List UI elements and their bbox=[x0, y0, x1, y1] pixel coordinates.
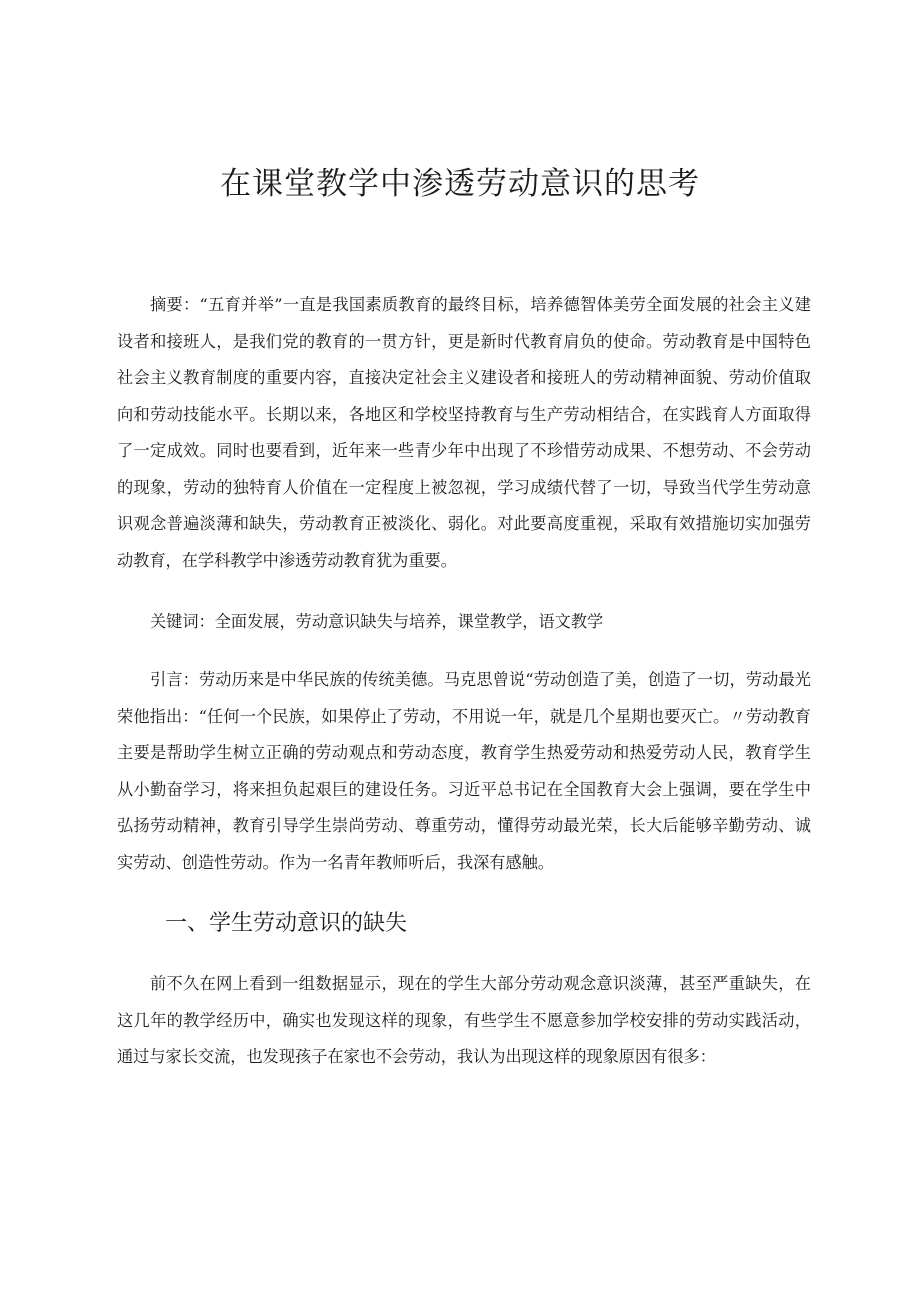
body-paragraph: 前不久在网上看到一组数据显示，现在的学生大部分劳动观念意识淡薄，甚至严重缺失，在这几年的教学经历中，确实也发现这样的现象，有些学生不愿意参加学校安排的劳动实践活动，通过与家长交流，也发现孩子在家也不会劳动，我认为出现这样的现象原因有很多： bbox=[117, 974, 811, 1066]
abstract-paragraph: 摘要：“五育并举”一直是我国素质教育的最终目标，培养德智体美劳全面发展的社会主义建设者和接班人，是我们党的教育的一贯方针，更是新时代教育肩负的使命。劳动教育是中国特色社会主义教育制度的重要内容，直接决定社会主义建设者和接班人的劳动精神面貌、劳动价值取向和劳动技能水平。长期以来，各地区和学校坚持教育与生产劳动相结合，在实践育人方面取得了一定成效。同时也要看到，近年来一些青少年中出现了不珍惜劳动成果、不想劳动、不会劳动的现象，劳动的独特育人价值在一定程度上被忽视，学习成绩代替了一切，导致当代学生劳动意识观念普遍淡薄和缺失，劳动教育正被淡化、弱化。对此要高度重视，采取有效措施切实加强劳动教育，在学科教学中渗透劳动教育犹为重要。 bbox=[117, 295, 811, 570]
intro-paragraph: 引言：劳动历来是中华民族的传统美德。马克思曾说“劳动创造了美，创造了一切，劳动最光荣他指出：“任何一个民族，如果停止了劳动，不用说一年，就是几个星期也要灭亡。〃劳动教育主要是帮助学生树立正确的劳动观点和劳动态度，教育学生热爱劳动和热爱劳动人民，教育学生从小勤奋学习，将来担负起艰巨的建设任务。习近平总书记在全国教育大会上强调，要在学生中弘扬劳动精神，教育引导学生崇尚劳动、尊重劳动，懂得劳动最光荣，长大后能够辛勤劳动、诚实劳动、创造性劳动。作为一名青年教师听后，我深有感触。 bbox=[117, 670, 811, 872]
section-heading: 一、学生劳动意识的缺失 bbox=[165, 911, 408, 936]
keywords-paragraph: 关键词：全面发展，劳动意识缺失与培养，课堂教学，语文教学 bbox=[150, 612, 604, 631]
document-title: 在课堂教学中渗透劳动意识的思考 bbox=[220, 166, 700, 202]
